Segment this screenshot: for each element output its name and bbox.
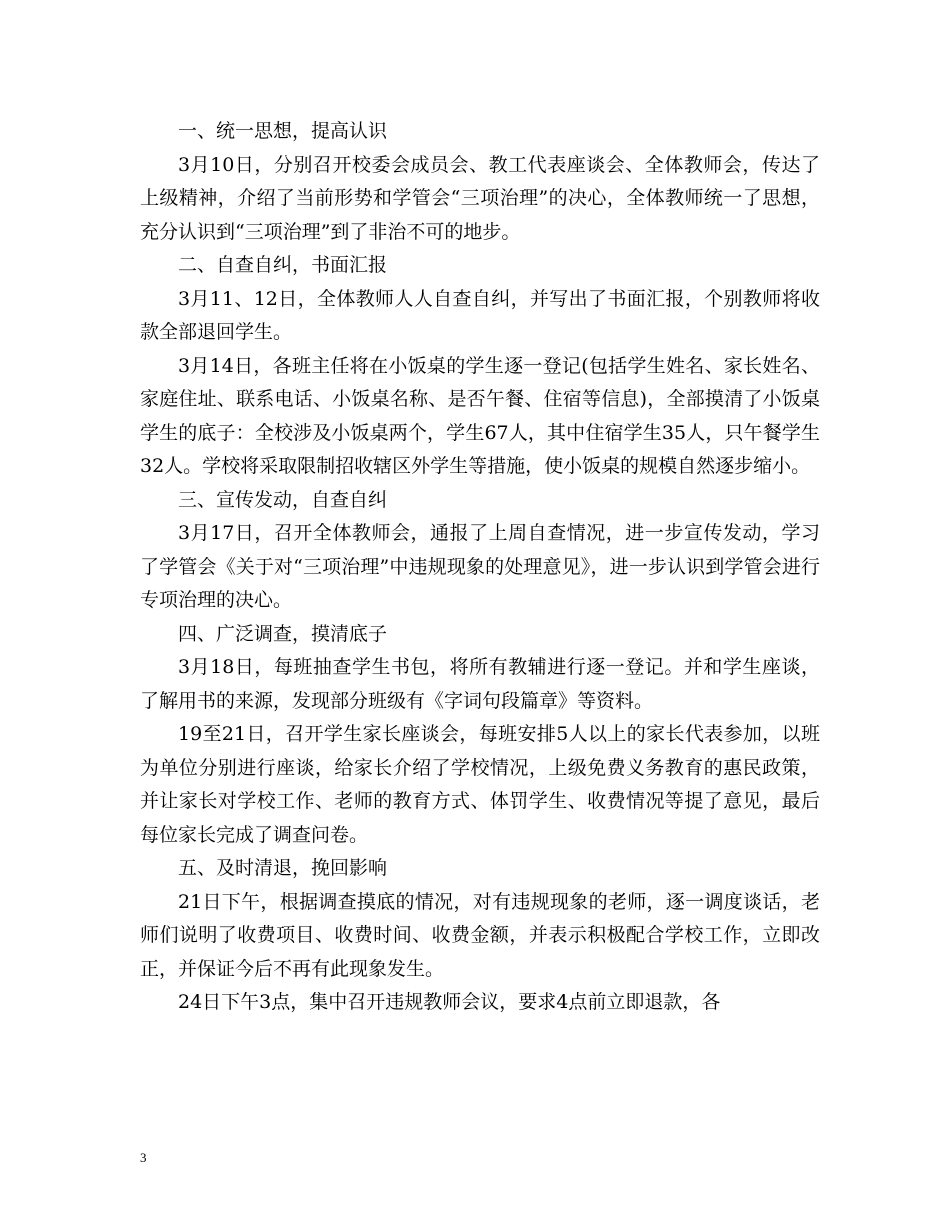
body-paragraph: 3月18日，每班抽查学生书包，将所有教辅进行逐一登记。并和学生座谈，了解用书的来源，发现部分班级有《字词句段篇章》等资料。 [140, 656, 820, 712]
section-heading-5: 五、及时清退，挽回影响 [178, 857, 388, 879]
body-paragraph: 19至21日，召开学生家长座谈会，每班安排5人以上的家长代表参加，以班为单位分别进行座谈，给家长介绍了学校情况，上级免费义务教育的惠民政策，并让家长对学校工作、老师的教育方式、体罚学生、收费情况等提了意见，最后每位家长完成了调查问卷。 [140, 723, 820, 846]
document-body [140, 115, 820, 1020]
section-heading-1: 一、统一思想，提高认识 [178, 120, 388, 142]
body-paragraph: 3月11、12日，全体教师人人自查自纠，并写出了书面汇报，个别教师将收款全部退回学生。 [140, 287, 820, 343]
body-paragraph: 3月14日，各班主任将在小饭桌的学生逐一登记(包括学生姓名、家长姓名、家庭住址、联系电话、小饭桌名称、是否午餐、住宿等信息)，全部摸清了小饭桌学生的底子：全校涉及小饭桌两个，学生67人，其中住宿学生35人，只午餐学生32人。学校将采取限制招收辖区外学生等措施，使小饭桌的规模自然逐步缩小。 [140, 354, 820, 477]
body-paragraph: 3月10日，分别召开校委会成员会、教工代表座谈会、全体教师会，传达了上级精神，介绍了当前形势和学管会“三项治理”的决心，全体教师统一了思想，充分认识到“三项治理”到了非治不可的地步。 [140, 153, 820, 243]
page-number: 3 [140, 1150, 147, 1165]
section-heading-4: 四、广泛调查，摸清底子 [178, 622, 388, 645]
body-paragraph: 24日下午3点，集中召开违规教师会议，要求4点前立即退款，各 [178, 991, 721, 1013]
section-heading-2: 二、自查自纠，书面汇报 [178, 254, 388, 276]
body-paragraph: 21日下午，根据调查摸底的情况，对有违规现象的老师，逐一调度谈话，老师们说明了收费项目、收费时间、收费金额，并表示积极配合学校工作，立即改正，并保证今后不再有此现象发生。 [140, 890, 820, 980]
body-paragraph: 3月17日，召开全体教师会，通报了上周自查情况，进一步宣传发动，学习了学管会《关于对“三项治理”中违规现象的处理意见》，进一步认识到学管会进行专项治理的决心。 [140, 522, 820, 611]
section-heading-3: 三、宣传发动，自查自纠 [178, 488, 388, 511]
